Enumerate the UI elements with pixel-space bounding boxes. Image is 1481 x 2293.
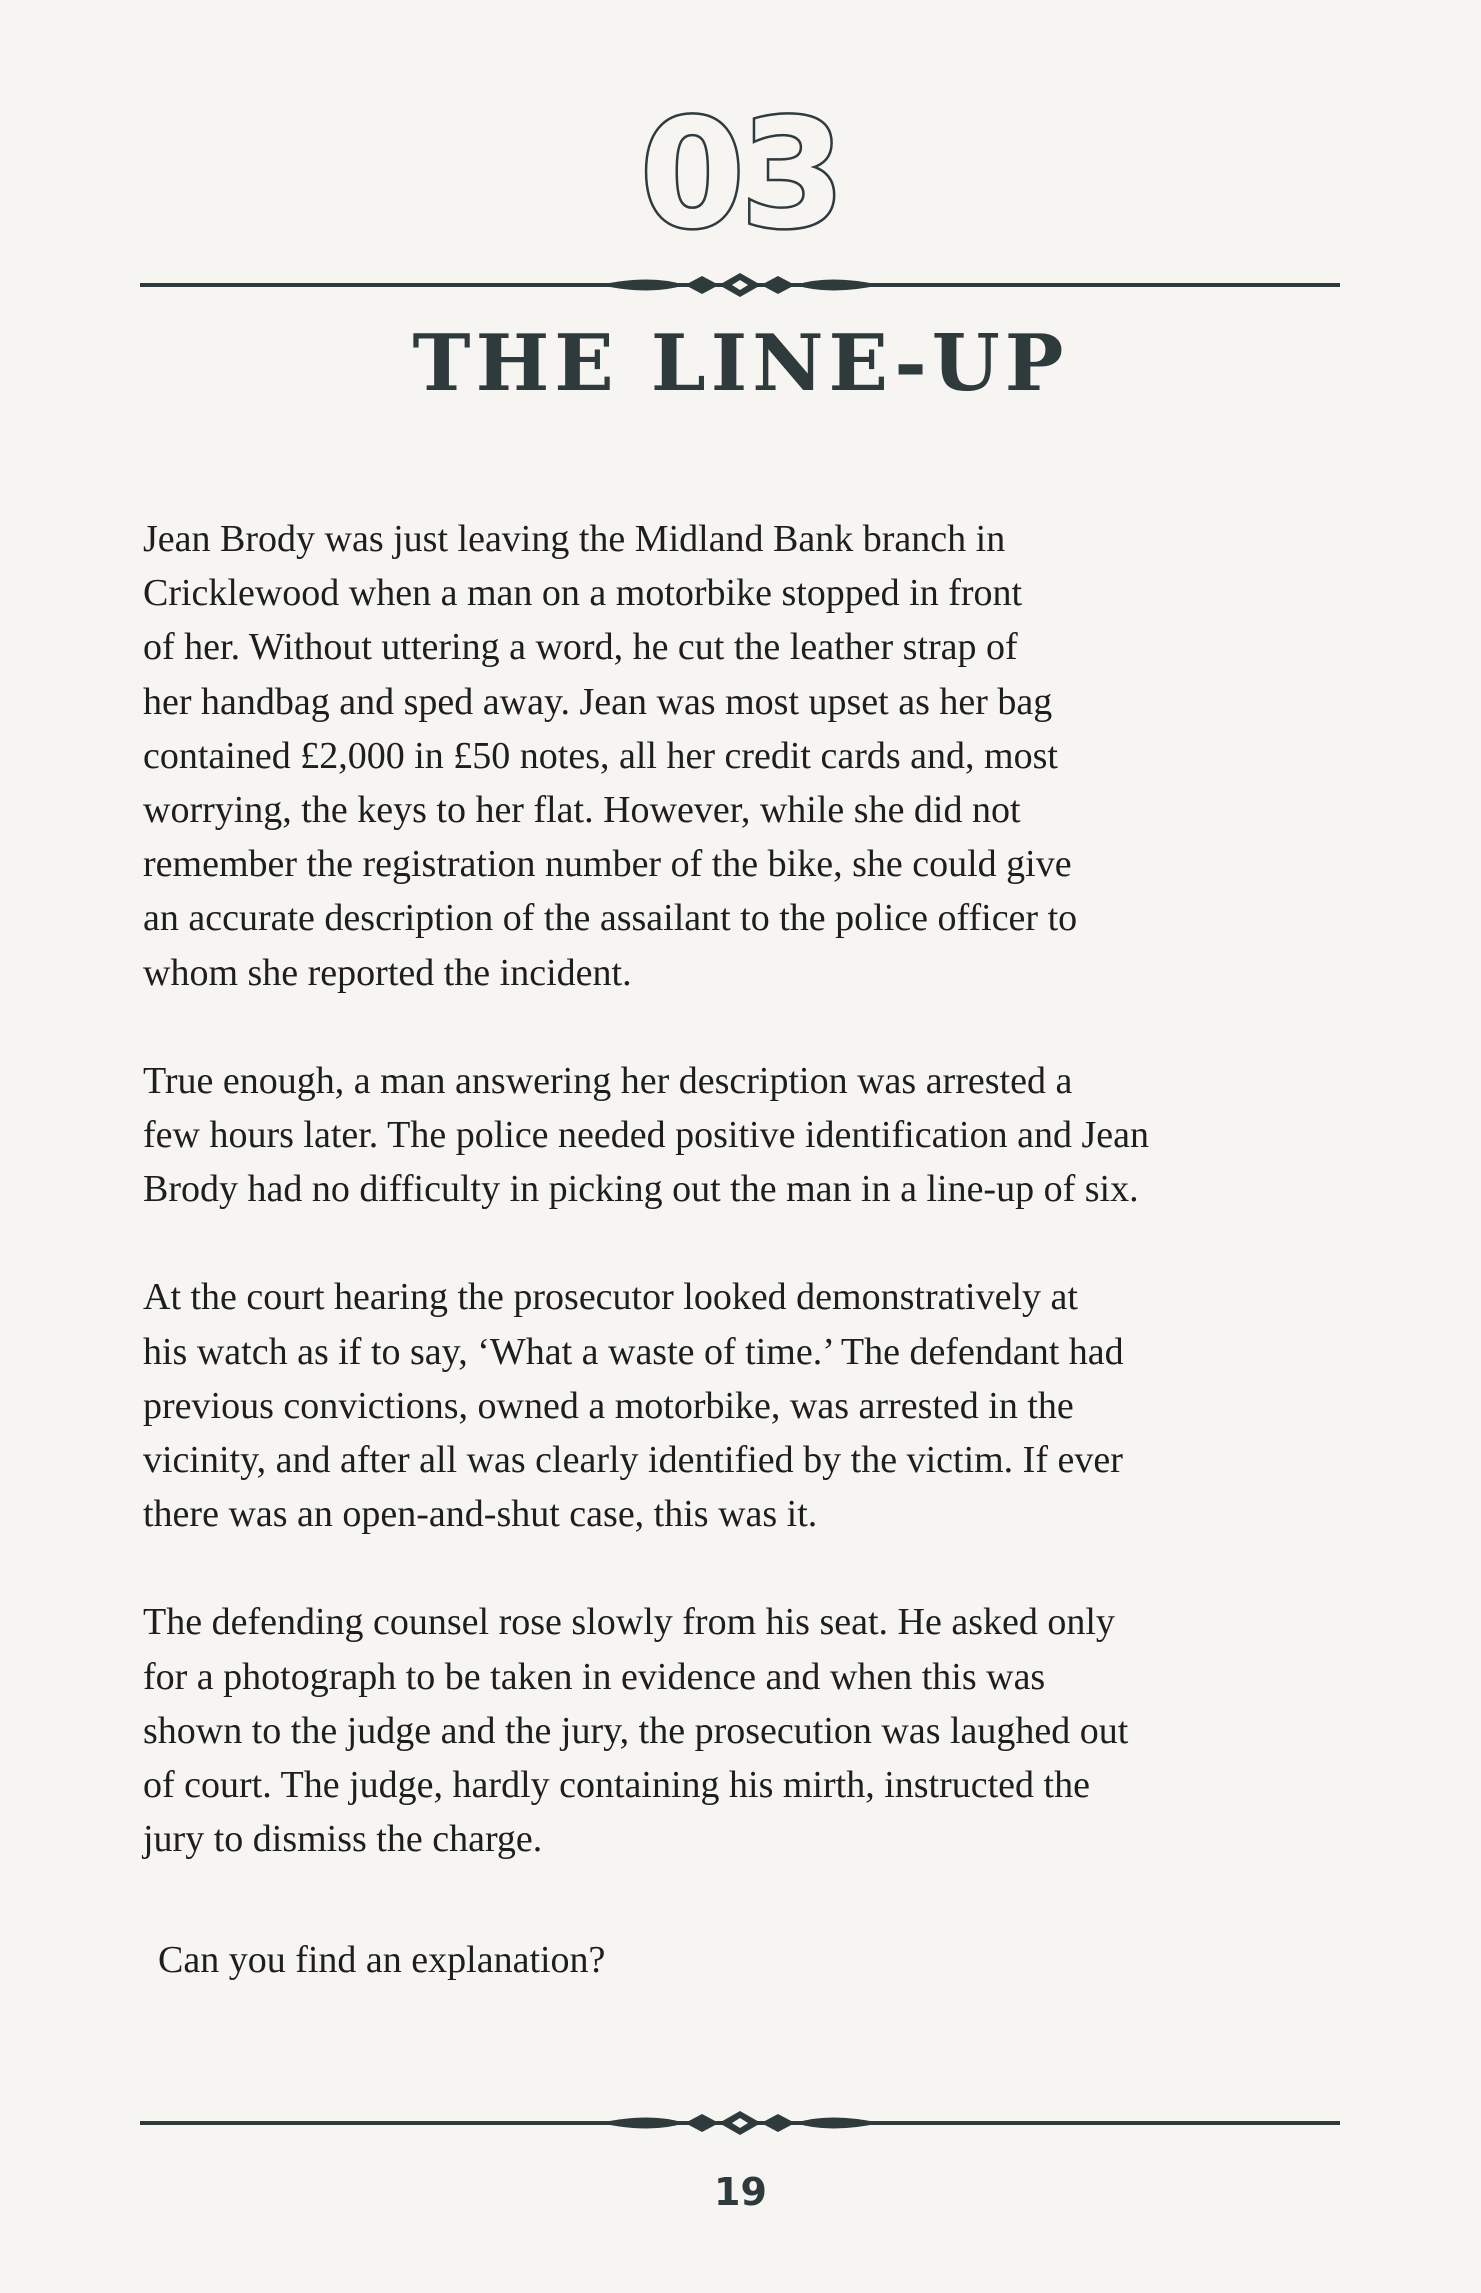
ornamental-divider-bottom (140, 2108, 1340, 2138)
chapter-number: 03 (640, 88, 841, 262)
ornamental-divider-top (140, 270, 1340, 300)
paragraph: The defending counsel rose slowly from his seat. He asked only for a photograph to be taken in evidence and when this was shown to the judge and the jury, the prosecution was laughed out of court. The judge, hardly containing his mirth, instructed the jury to dismiss the charge. (143, 1601, 1129, 1861)
page-number: 19 (714, 2170, 767, 2214)
paragraph: True enough, a man answering her description was arrested a few hours later. The police needed positive identification and Jean Brody had no difficulty in picking out the man in a line-up of six. (143, 1059, 1149, 1211)
paragraph: Jean Brody was just leaving the Midland Bank branch in Cricklewood when a man on a motorbike stopped in front of her. Without uttering a word, he cut the leather strap of her handbag and sped away. Jean was most upset as her bag contained £2,000 in £50 notes, all her credit cards and, most worrying, the keys to her flat. However, while she did not remember the registration number of the bike, she could give an accurate description of the assailant to the police officer to whom she reported the incident. (143, 518, 1078, 994)
paragraph: At the court hearing the prosecutor looked demonstratively at his watch as if to say, ‘What a waste of time.’ The defendant had previous convictions, owned a motorbike, was arrested in the vicinity, and after all was clearly identified by the victim. If ever there was an open-and-shut case, this was it. (143, 1276, 1124, 1536)
story-body (143, 512, 1343, 1920)
puzzle-question: Can you find an explanation? (158, 1939, 606, 1981)
chapter-title: THE LINE-UP (412, 318, 1069, 409)
